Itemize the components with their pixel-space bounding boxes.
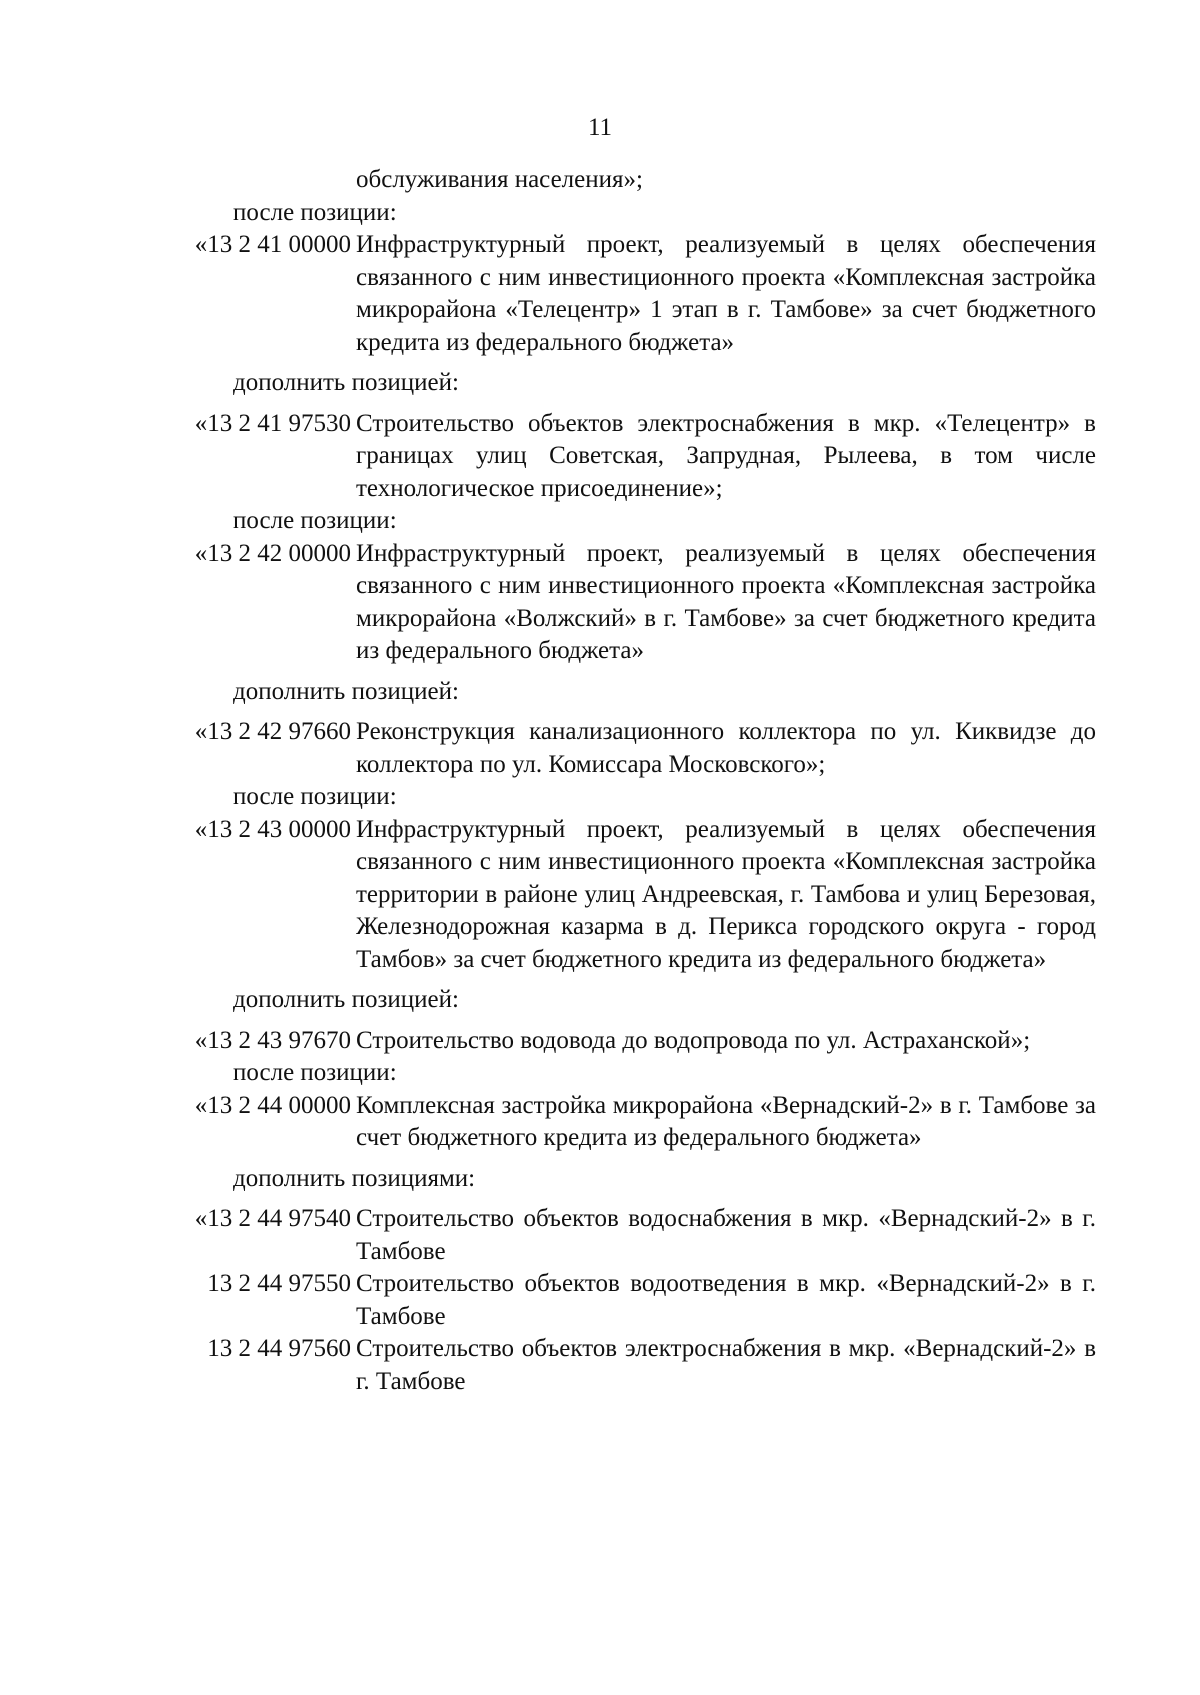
position-code: «13 2 41 97530 bbox=[194, 409, 351, 437]
instruction-after-position: после позиции: bbox=[233, 507, 397, 534]
position-code: 13 2 44 97560 bbox=[207, 1335, 351, 1362]
position-text: Инфраструктурный проект, реализуемый в целях обеспечения связанного с ним инвестиционного проекта «Комплексная застройка микрорайона «Волжский» в г. Тамбове» за счет бюджетного кредита из федерального бюджета» bbox=[356, 539, 1096, 664]
position-code: «13 2 42 97660 bbox=[194, 718, 351, 745]
position-row bbox=[166, 408, 1096, 506]
position-text: Строительство объектов водоснабжения в мкр. «Вернадский-2» в г. Тамбове bbox=[356, 1205, 1096, 1265]
position-text: Инфраструктурный проект, реализуемый в целях обеспечения связанного с ним инвестиционного проекта «Комплексная застройка микрорайона «Телецентр» 1 этап в г. Тамбове» за счет бюджетного кредита из федерального бюджета» bbox=[356, 231, 1096, 356]
intro-line: обслуживания населения»; bbox=[356, 166, 643, 193]
instruction-add-position: дополнить позицией: bbox=[233, 677, 459, 705]
position-text: Реконструкция канализационного коллектора по ул. Киквидзе до коллектора по ул. Комиссара Московского»; bbox=[356, 718, 1096, 778]
position-code: «13 2 44 97540 bbox=[194, 1205, 351, 1232]
instruction-add-position: дополнить позицией: bbox=[233, 986, 459, 1013]
instruction-add-positions: дополнить позициями: bbox=[233, 1164, 476, 1192]
page-number: 11 bbox=[587, 114, 613, 141]
instruction-add-position: дополнить позицией: bbox=[233, 369, 459, 396]
position-row bbox=[166, 1090, 1096, 1155]
position-code: 13 2 44 97550 bbox=[207, 1270, 351, 1297]
position-text: Комплексная застройка микрорайона «Вернадский-2» в г. Тамбове за счет бюджетного кредита из федерального бюджета» bbox=[356, 1091, 1096, 1151]
position-row bbox=[166, 1268, 1096, 1333]
position-row bbox=[166, 1203, 1096, 1268]
position-text: Строительство объектов водоотведения в мкр. «Вернадский-2» в г. Тамбове bbox=[356, 1270, 1096, 1330]
position-code: «13 2 42 00000 bbox=[194, 539, 351, 567]
instruction-after-position: после позиции: bbox=[233, 783, 397, 810]
instruction-after-position: после позиции: bbox=[233, 198, 397, 226]
position-row bbox=[166, 1333, 1096, 1398]
position-text: Строительство объектов электроснабжения в мкр. «Вернадский-2» в г. Тамбове bbox=[356, 1335, 1096, 1395]
position-code: «13 2 41 00000 bbox=[194, 231, 351, 258]
position-row bbox=[166, 814, 1096, 977]
position-text: Строительство объектов электроснабжения в мкр. «Телецентр» в границах улиц Советская, Запрудная, Рылеева, в том числе технологическое присоединение»; bbox=[356, 409, 1096, 502]
position-code: «13 2 43 00000 bbox=[194, 815, 351, 843]
position-row bbox=[166, 1025, 1096, 1058]
document-body bbox=[166, 164, 1096, 1398]
position-row bbox=[166, 538, 1096, 668]
instruction-after-position: после позиции: bbox=[233, 1059, 397, 1086]
position-row bbox=[166, 229, 1096, 359]
position-code: «13 2 43 97670 bbox=[194, 1026, 351, 1054]
position-row bbox=[166, 716, 1096, 781]
position-text: Инфраструктурный проект, реализуемый в целях обеспечения связанного с ним инвестиционного проекта «Комплексная застройка территории в районе улиц Андреевская, г. Тамбова и улиц Березовая, Железнодорожная казарма в д. Перикса городского округа - город Тамбов» за счет бюджетного кредита из федерального бюджета» bbox=[356, 815, 1096, 973]
position-code: «13 2 44 00000 bbox=[194, 1091, 351, 1119]
position-text: Строительство водовода до водопровода по ул. Астраханской»; bbox=[356, 1026, 1031, 1054]
